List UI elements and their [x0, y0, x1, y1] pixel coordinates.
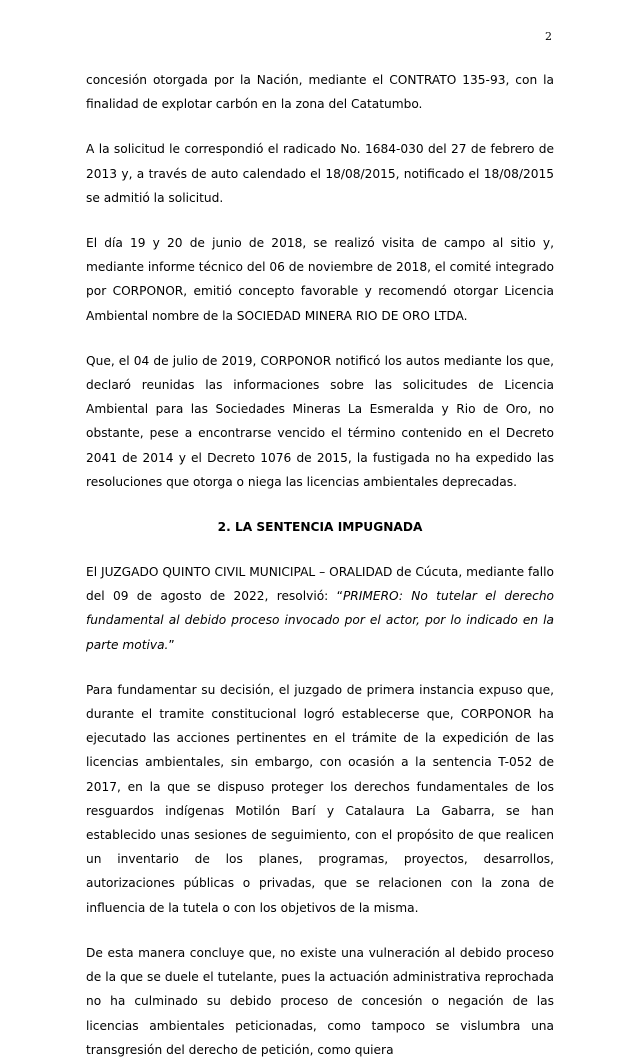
paragraph-gap — [86, 657, 554, 678]
paragraph-gap — [86, 116, 554, 137]
paragraph-application: A la solicitud le correspondió el radicado No. 1684-030 del 27 de febrero de 2013 y, a través de auto calendado el 18/08/2015, notificado el 18/08/2015 se admitió la solicitud. — [86, 142, 554, 205]
ruling-quote: PRIMERO: No tutelar el derecho fundamental al debido proceso invocado por el actor, por lo indicado en la parte motiva. — [86, 589, 554, 652]
document-body — [86, 68, 554, 1062]
paragraph-gap — [86, 539, 554, 560]
ruling-intro: El JUZGADO QUINTO CIVIL MUNICIPAL – ORALIDAD de Cúcuta, mediante fallo del 09 de agosto de 2022, resolvió: “ — [86, 565, 554, 604]
paragraph-ruling — [86, 560, 554, 657]
paragraph-concession: concesión otorgada por la Nación, mediante el CONTRATO 135-93, con la finalidad de explotar carbón en la zona del Catatumbo. — [86, 73, 554, 112]
page-number: 2 — [545, 30, 552, 43]
paragraph-gap — [86, 210, 554, 231]
paragraph-notification: Que, el 04 de julio de 2019, CORPONOR notificó los autos mediante los que, declaró reunidas las informaciones sobre las solicitudes de Licencia Ambiental para las Sociedades Mineras La Esmeralda y Rio de Oro, no obstante, pese a encontrarse vencido el término contenido en el Decreto 2041 de 2014 y el Decreto 1076 de 2015, la fustigada no ha expedido las resoluciones que otorga o niega las licencias ambientales deprecadas. — [86, 353, 554, 489]
paragraph-gap — [86, 328, 554, 349]
paragraph-gap — [86, 494, 554, 515]
paragraph-rationale: Para fundamentar su decisión, el juzgado de primera instancia expuso que, durante el tramite constitucional logró establecerse que, CORPONOR ha ejecutado las acciones pertinentes en el trámite de la expedición de las licencias ambientales, sin embargo, con ocasión a la sentencia T-052 de 2017, en la que se dispuso proteger los derechos fundamentales de los resguardos indígenas Motilón Barí y Catalaura La Gabarra, se han establecido unas sesiones de seguimiento, con el propósito de que realicen un inventario de los planes, programas, proyectos, desarrollos, autorizaciones públicas o privadas, que se relacionen con la zona de influencia de la tutela o con los objetivos de la misma. — [86, 682, 554, 915]
ruling-closing-quote: ” — [168, 637, 175, 652]
paragraph-conclusion: De esta manera concluye que, no existe una vulneración al debido proceso de la que se duele el tutelante, pues la actuación administrativa reprochada no ha culminado su debido proceso de concesión o negación de las licencias ambientales peticionadas, como tampoco se vislumbra una transgresión del derecho de petición, como quiera — [86, 945, 554, 1057]
paragraph-site-visit: El día 19 y 20 de junio de 2018, se realizó visita de campo al sitio y, mediante informe técnico del 06 de noviembre de 2018, el comité integrado por CORPONOR, emitió concepto favorable y recomendó otorgar Licencia Ambiental nombre de la SOCIEDAD MINERA RIO DE ORO LTDA. — [86, 236, 554, 323]
paragraph-gap — [86, 920, 554, 941]
section-heading: 2. LA SENTENCIA IMPUGNADA — [217, 520, 423, 535]
